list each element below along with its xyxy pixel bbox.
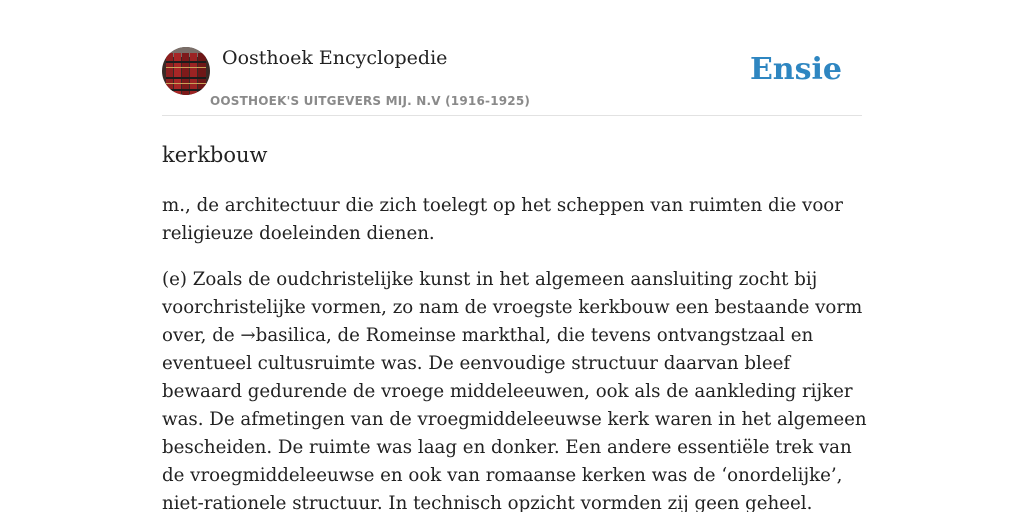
- source-avatar[interactable]: [162, 47, 210, 95]
- brand-logo[interactable]: Ensie: [749, 52, 842, 87]
- article-term: kerkbouw: [162, 143, 268, 167]
- book-spines-icon: [162, 47, 210, 95]
- header-divider: [162, 115, 862, 116]
- article-body: [162, 192, 867, 512]
- article-paragraph: (e) Zoals de oudchristelijke kunst in het algemeen aansluiting zocht bij voorchristelijke vormen, zo nam de vroegste kerkbouw een bestaande vorm over, de →basilica, de Romeinse markthal, die tevens ontvangstzaal en eventueel cultusruimte was. De eenvoudige structuur daarvan bleef bewaard gedurende de vroege middeleeuwen, ook als de aankleding rijker was. De afmetingen van de vroegmiddeleeuwse kerk waren in het algemeen bescheiden. De ruimte was laag en donker. Een andere essentiële trek van de vroegmiddeleeuwse en ook van romaanse kerken was de ‘onordelijke’, niet-rationele structuur. In technisch opzicht vormden zij geen geheel.: [162, 269, 867, 512]
- source-title[interactable]: Oosthoek Encyclopedie: [222, 47, 448, 69]
- source-subtitle: OOSTHOEK'S UITGEVERS MIJ. N.V (1916-1925): [210, 94, 531, 108]
- article-paragraph: m., de architectuur die zich toelegt op het scheppen van ruimten die voor religieuze doeleinden dienen.: [162, 195, 843, 244]
